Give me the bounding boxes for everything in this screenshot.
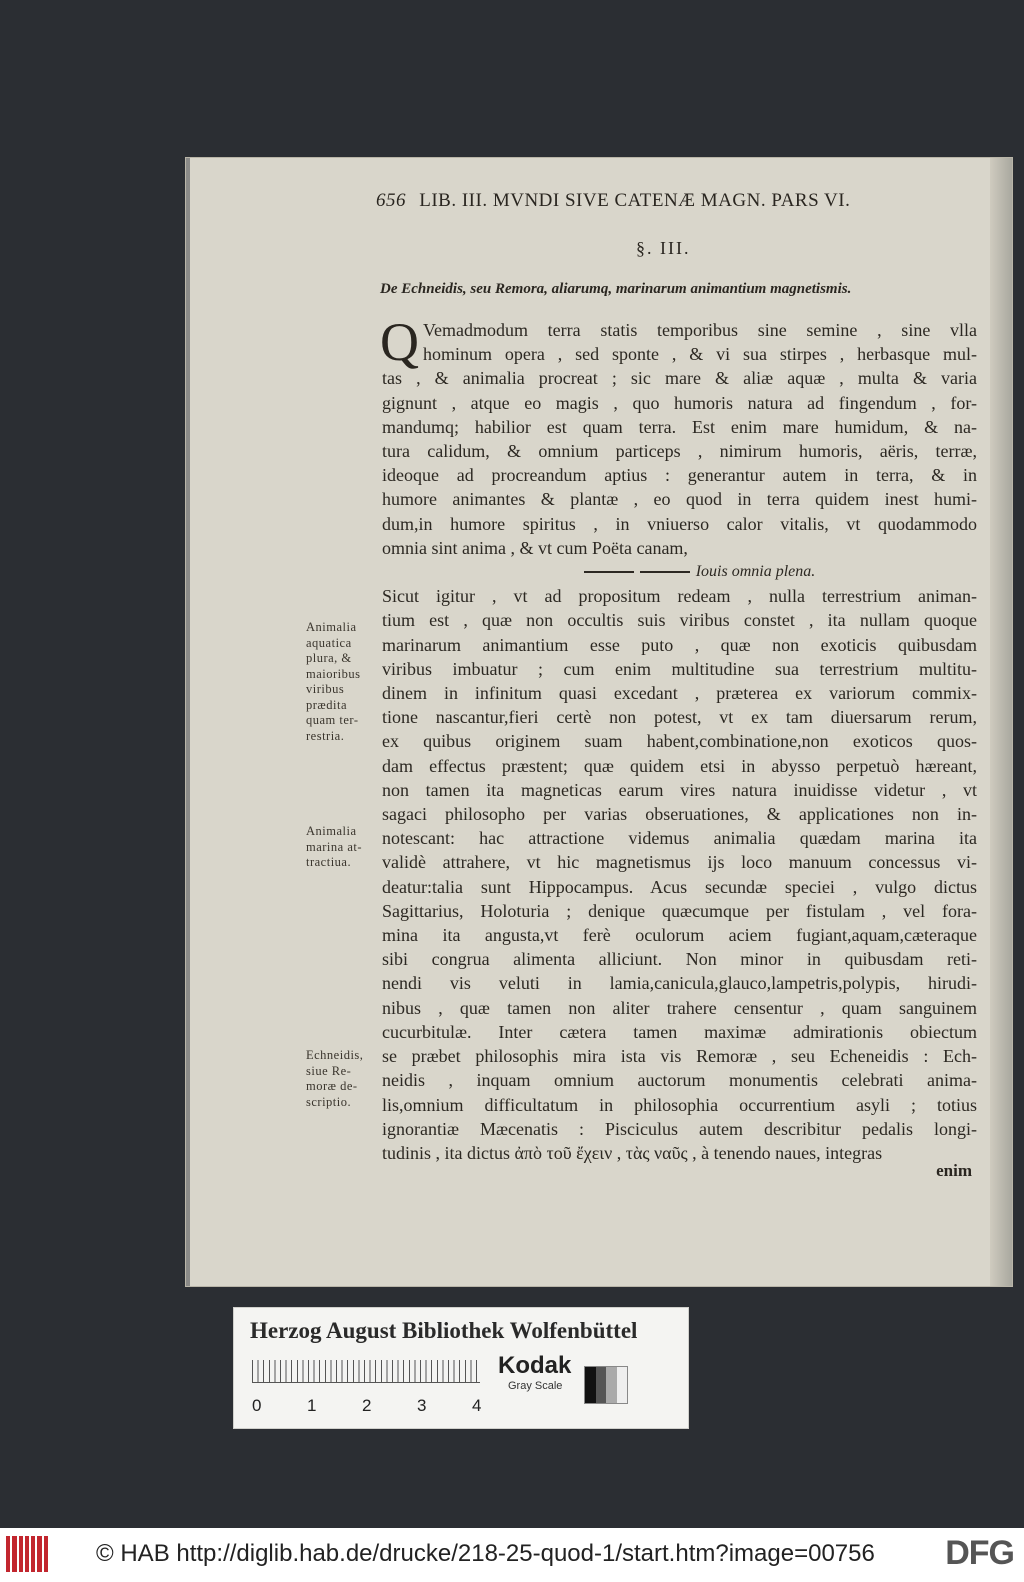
text-line: hominum opera , sed sponte , & vi sua stirpes , herbasque mul- [423, 344, 977, 365]
text-line: ideoque ad procreandum aptius : generantur autem in terra, & in [382, 465, 977, 486]
drop-cap: Q [380, 312, 419, 372]
text-line: sagaci philosopho per varias obseruationes, & applicationes non in- [382, 804, 977, 825]
text-line: non tamen ita magneticas earum vires natura inuidisse videtur , vt [382, 779, 977, 800]
marginal-line: plura, & [306, 651, 352, 665]
marginal-line: Animalia [306, 824, 357, 838]
marginal-line: tractiua. [306, 855, 352, 869]
text-line: notescant: hac attractione videmus animalia quædam marina ita [382, 828, 977, 849]
ruler-number: 1 [307, 1396, 317, 1415]
verse-text: Iouis omnia plena. [695, 563, 816, 581]
section-title: De Echneidis, seu Remora, aliarumq, marinarum animantium magnetismis. [380, 281, 852, 297]
ruler-number: 0 [252, 1396, 262, 1415]
marginal-line: marina at- [306, 839, 363, 854]
text-line: Sicut igitur , vt ad propositum redeam , nulla terrestrium animan- [382, 586, 977, 607]
text-line: sibi congrua alimenta alliciunt. Non minor in quibusdam reti- [382, 949, 977, 970]
library-color-card [234, 1308, 688, 1428]
verse-line [382, 560, 977, 584]
dfg-logo: DFG [945, 1534, 1014, 1572]
book-page [186, 158, 1012, 1286]
text-line: Vemadmodum terra statis temporibus sine semine , sine vlla [423, 320, 977, 340]
library-name: Herzog August Bibliothek Wolfenbüttel [250, 1318, 638, 1343]
text-line: cucurbitulæ. Inter cætera tamen maximæ admirationis obiectum [382, 1021, 977, 1042]
marginal-line: aquatica [306, 635, 352, 650]
text-line: nibus , quæ tamen non aliter trahere censentur , quam sanguinem [382, 997, 977, 1018]
marginal-line: moræ de- [306, 1079, 358, 1093]
text-line: gignunt , atque eo magis , quo humoris natura ad fingendum , for- [382, 392, 977, 413]
marginal-note-3 [306, 1048, 384, 1110]
text-line: nendi vis veluti in lamia,canicula,glauco,lampetris,polypis, hirudi- [382, 973, 977, 994]
marginal-line: viribus [306, 682, 345, 696]
gray-scale-label: Gray Scale [508, 1380, 563, 1392]
text-line: tudinis , ita dictus ἀπὸ τοῦ ἔχειν , τὰς ναῦς , à tenendo naues, integras [382, 1142, 883, 1163]
marginal-line: prædita [306, 697, 347, 712]
text-line: tura calidum, & omnium particeps , nimirum humoris, aëris, terræ, [382, 441, 977, 462]
text-line: dam effectus præstent; quæ quidem etsi in abysso perpetuò hæreant, [382, 755, 977, 776]
running-head-text: LIB. III. MVNDI SIVE CATENÆ MAGN. PARS VI. [419, 190, 851, 211]
text-line: se præbet philosophis mira ista vis Remoræ , seu Echeneidis : Ech- [382, 1046, 977, 1067]
kodak-logo: Kodak [498, 1352, 572, 1379]
text-line: lis,omnium difficultatum in philosophia occurrentium asyli ; totius [382, 1094, 977, 1115]
marginal-line: restria. [306, 728, 345, 743]
hab-logo-icon [6, 1536, 48, 1572]
page-number: 656 [376, 190, 406, 211]
body-text [380, 312, 977, 1165]
footer-bar [0, 1528, 1024, 1582]
section-number: §. III. [636, 238, 691, 258]
text-line: marinarum animantium esse puto , quæ non exoticis quibusdam [382, 634, 977, 655]
text-line: tione nascantur,fieri certè non potest, vt ex tam diuersarum rerum, [382, 707, 977, 728]
footer-copyright-link[interactable]: © HAB http://diglib.hab.de/drucke/218-25-quod-1/start.htm?image=00756 [96, 1540, 875, 1567]
text-line: humore animantes & plantæ , eo quod in terra quidem inest humi- [382, 489, 977, 510]
marginal-line: Echneidis, [306, 1048, 364, 1062]
ruler-number: 3 [417, 1396, 427, 1415]
text-line: tas , & animalia procreat ; sic mare & aliæ aquæ , multa & varia [382, 368, 977, 389]
marginal-line: quam ter- [306, 713, 359, 727]
text-line: mandumq; habilior est quam terra. Est enim mare humidum, & na- [382, 416, 977, 437]
gray-scale-swatch [584, 1366, 628, 1404]
text-line: ignorantiæ Mæcenatis : Pisciculus autem describitur pedalis longi- [382, 1118, 977, 1139]
marginal-line: Animalia [306, 620, 357, 634]
paragraph-1 [380, 312, 977, 560]
marginal-line: siue Re- [306, 1063, 352, 1078]
text-line: validè attrahere, vt hic magnetismus ijs loco manuum concessus vi- [382, 852, 977, 873]
text-line: dum,in humore spiritus , in vniuerso calor vitalis, vt quodammodo [382, 513, 977, 534]
running-head [376, 190, 976, 212]
marginal-line: scriptio. [306, 1094, 352, 1109]
text-line: deatur:talia sunt Hippocampus. Acus secundæ speciei , vulgo dictus [382, 876, 977, 897]
text-line: omnia sint anima , & vt cum Poëta canam, [382, 537, 688, 558]
marginal-note-1 [306, 620, 384, 744]
catchword: enim [936, 1161, 972, 1180]
text-line: dinem in infinitum quasi excedant , præterea ex variorum commix- [382, 683, 977, 704]
text-line: viribus imbuatur ; cum enim multitudine sua terrestrium multitu- [382, 658, 977, 679]
ruler-number: 4 [472, 1396, 482, 1415]
paragraph-2 [382, 584, 977, 1165]
text-line: tium est , quæ non occultis suis viribus constet , ita nullam quoque [382, 610, 977, 631]
marginal-line: maioribus [306, 666, 361, 681]
text-line: Sagittarius, Holoturia ; denique quæcumque per fistulam , vel fora- [382, 900, 977, 921]
text-line: neidis , inquam omnium auctorum monumentis celebrati anima- [382, 1070, 977, 1091]
scale-ruler [252, 1360, 480, 1396]
marginal-note-2 [306, 824, 384, 871]
ruler-number: 2 [362, 1396, 372, 1415]
text-line: ex quibus originem suam habent,combinatione,non exoticos quos- [382, 731, 977, 752]
text-line: mina ita angusta,vt ferè oculorum aciem fugiant,aquam,cæteraque [382, 925, 977, 946]
